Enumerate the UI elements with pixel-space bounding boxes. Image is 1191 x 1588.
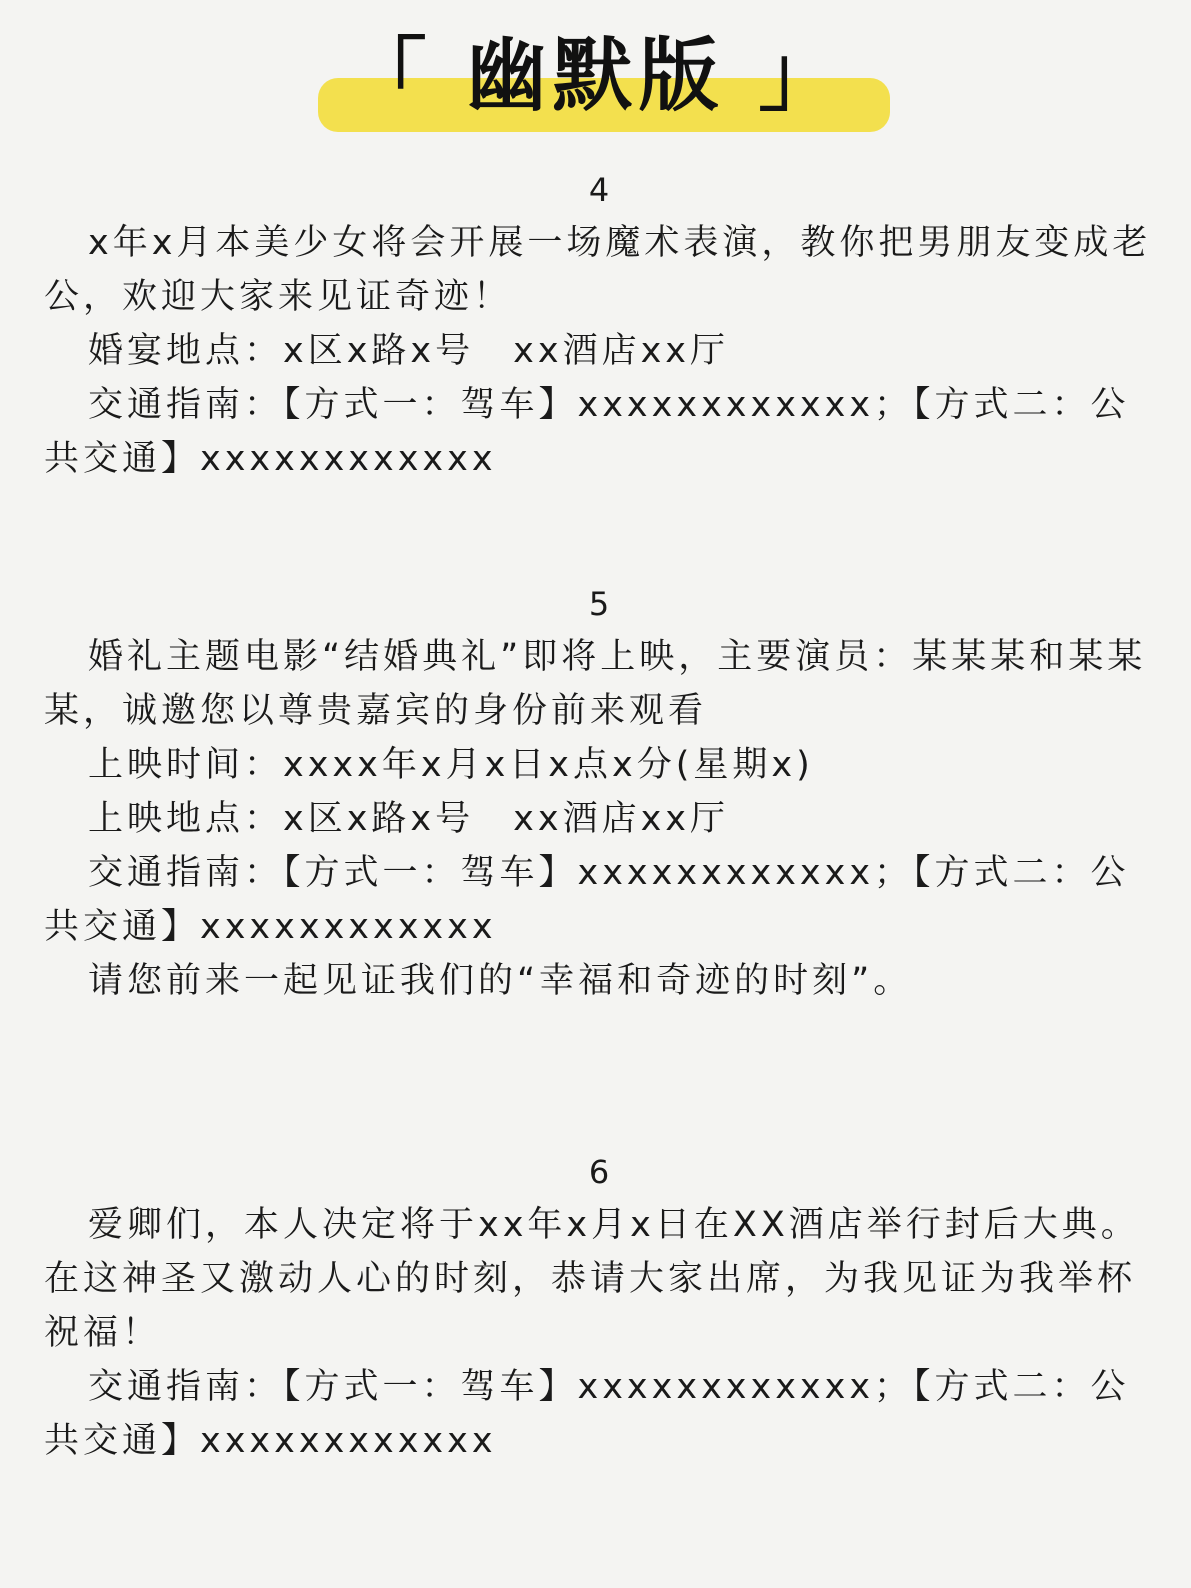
invitation-paragraph: x年x月本美少女将会开展一场魔术表演，教你把男朋友变成老公，欢迎大家来见证奇迹！ <box>44 223 1152 317</box>
section-number: 5 <box>588 585 610 623</box>
invitation-paragraph: 婚礼主题电影“结婚典礼”即将上映，主要演员：某某某和某某某，诚邀您以尊贵嘉宾的身份前来观看 <box>44 637 1147 731</box>
section-spacer <box>44 486 1154 578</box>
section-number: 6 <box>588 1153 610 1191</box>
invitation-paragraph: 爱卿们，本人决定将于xx年x月x日在XX酒店举行封后大典。在这神圣又激动人心的时刻，恭请大家出席，为我见证为我举杯祝福！ <box>44 1205 1140 1353</box>
document-body <box>44 164 1154 1468</box>
section-number: 4 <box>588 171 610 209</box>
transport-guide: 交通指南：【方式一：驾车】xxxxxxxxxxxx；【方式二：公共交通】xxxxxxxxxxxx <box>44 385 1130 479</box>
section-4 <box>44 164 1154 486</box>
title-banner <box>0 0 1191 140</box>
screening-time-line: 上映时间：xxxx年x月x日x点x分(星期x) <box>88 745 814 785</box>
closing-line: 请您前来一起见证我们的“幸福和奇迹的时刻”。 <box>88 961 913 1001</box>
section-6 <box>44 1146 1154 1468</box>
page-title: 「 幽默版 」 <box>346 29 845 122</box>
venue-line: 上映地点：x区x路x号 xx酒店xx厅 <box>88 799 729 839</box>
transport-guide: 交通指南：【方式一：驾车】xxxxxxxxxxxx；【方式二：公共交通】xxxxxxxxxxxx <box>44 1367 1130 1461</box>
transport-guide: 交通指南：【方式一：驾车】xxxxxxxxxxxx；【方式二：公共交通】xxxxxxxxxxxx <box>44 853 1130 947</box>
section-spacer <box>44 1008 1154 1146</box>
venue-line: 婚宴地点：x区x路x号 xx酒店xx厅 <box>88 331 729 371</box>
section-5 <box>44 578 1154 1008</box>
